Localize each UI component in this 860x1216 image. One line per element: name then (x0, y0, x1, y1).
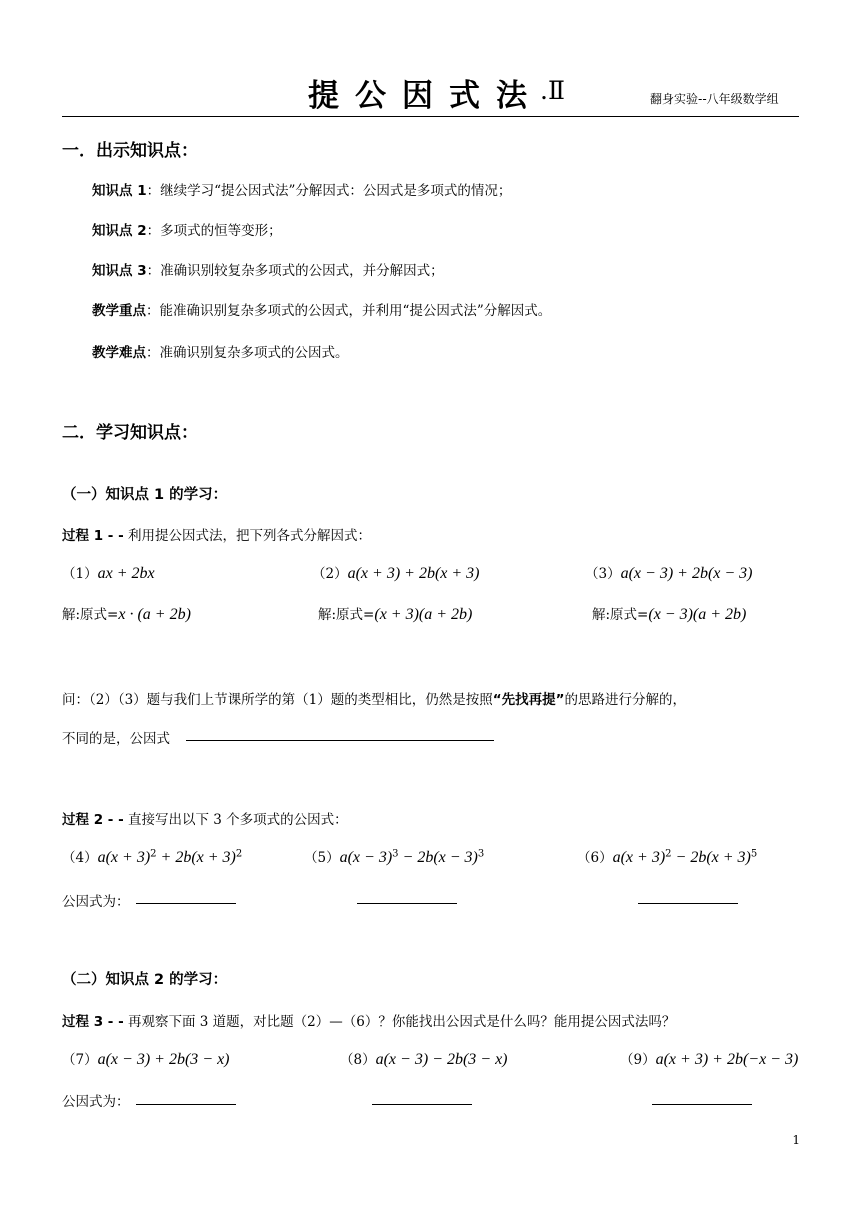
answer-blank[interactable] (357, 903, 457, 904)
kp-label: 教学重点 (92, 303, 146, 319)
exponent: 2 (235, 848, 243, 860)
problem-1 (62, 562, 155, 583)
problem-number: （3） (585, 566, 621, 582)
section2-heading: 二．学习知识点： (62, 423, 198, 443)
solution-prefix: 解:原式= (318, 607, 375, 623)
problem-number: （9） (620, 1052, 656, 1068)
problem-expression: a(x + 3) + 2b(x + 3) (347, 565, 480, 582)
problem-expression: ax + 2bx (97, 565, 155, 582)
process-label: 过程 2 - - (62, 812, 124, 828)
problem-expression: a(x + 3) + 2b(−x − 3) (655, 1051, 799, 1068)
common-factor-label: 公因式为： (62, 1094, 130, 1110)
answer-blank[interactable] (136, 1104, 236, 1105)
answer-blank[interactable] (652, 1104, 752, 1105)
solution-expression: (x + 3)(a + 2b) (374, 606, 473, 623)
process-label: 过程 3 - - (62, 1014, 124, 1030)
knowledge-point-1 (92, 179, 511, 199)
problem-expression-part: a(x + 3) (612, 849, 666, 866)
exponent: 3 (477, 848, 485, 860)
problem-number: （4） (62, 850, 98, 866)
process-1 (62, 524, 371, 544)
problem-2 (312, 562, 480, 583)
process-3 (62, 1010, 675, 1030)
question-line-1 (62, 688, 686, 708)
process-2 (62, 808, 348, 828)
kp-text: ：能准确识别复杂多项式的公因式，并利用“提公因式法”分解因式。 (146, 303, 552, 319)
problem-8 (340, 1048, 508, 1069)
process-text: 直接写出以下 3 个多项式的公因式： (123, 812, 348, 828)
kp-text: ：准确识别较复杂多项式的公因式，并分解因式； (146, 263, 444, 279)
problem-expression: a(x − 3) + 2b(3 − x) (97, 1051, 230, 1068)
kp-text: ：继续学习“提公因式法”分解因式：公因式是多项式的情况； (146, 183, 512, 199)
problem-expression: a(x − 3) + 2b(x − 3) (620, 565, 753, 582)
problem-6 (577, 846, 757, 867)
process-label: 过程 1 - - (62, 528, 124, 544)
solution-2 (318, 603, 472, 624)
solution-1 (62, 603, 191, 624)
page-title: 提公因式法 (308, 78, 543, 114)
problem-number: （6） (577, 850, 613, 866)
problem-9 (620, 1048, 798, 1069)
question-line-2: 不同的是，公因式 (62, 731, 170, 747)
problem-expression-part: a(x − 3) (339, 849, 393, 866)
section1-heading: 一．出示知识点： (62, 141, 198, 161)
answer-blank[interactable] (136, 903, 236, 904)
question-emphasis: “先找再提” (492, 692, 565, 708)
question-text: 的思路进行分解的， (564, 692, 687, 708)
problem-number: （7） (62, 1052, 98, 1068)
answer-blank[interactable] (372, 1104, 472, 1105)
teaching-focus (92, 299, 551, 319)
part1-heading: （一）知识点 1 的学习： (62, 487, 228, 503)
problem-expression-part: − 2b(x + 3) (671, 849, 751, 866)
page-number: 1 (792, 1133, 800, 1147)
problem-7 (62, 1048, 230, 1069)
solution-expression: x · (a + 2b) (118, 606, 191, 623)
part2-heading: （二）知识点 2 的学习： (62, 972, 228, 988)
organization-label: 翻身实验--八年级数学组 (650, 92, 779, 106)
question-text: 问：（2）（3）题与我们上节课所学的第（1）题的类型相比，仍然是按照 (62, 692, 493, 708)
teaching-difficulty (92, 341, 349, 361)
solution-prefix: 解:原式= (62, 607, 119, 623)
problem-expression-part: − 2b(x − 3) (398, 849, 478, 866)
problem-expression-part: + 2b(x + 3) (156, 849, 236, 866)
solution-3 (592, 603, 746, 624)
problem-5 (304, 846, 484, 867)
knowledge-point-3 (92, 259, 444, 279)
answer-blank[interactable] (638, 903, 738, 904)
kp-label: 知识点 2 (92, 223, 147, 239)
exponent: 2 (665, 848, 672, 860)
problem-number: （2） (312, 566, 348, 582)
kp-text: ：多项式的恒等变形； (146, 223, 282, 239)
header-rule (62, 116, 799, 117)
solution-prefix: 解:原式= (592, 607, 649, 623)
answer-blank[interactable] (186, 740, 494, 741)
kp-text: ：准确识别复杂多项式的公因式。 (146, 345, 349, 361)
exponent: 2 (150, 848, 157, 860)
exponent: 3 (392, 848, 399, 860)
solution-expression: (x − 3)(a + 2b) (648, 606, 747, 623)
problem-number: （5） (304, 850, 340, 866)
knowledge-point-2 (92, 219, 282, 239)
process-text: 再观察下面 3 道题，对比题（2）—（6）？你能找出公因式是什么吗？能用提公因式法吗？ (123, 1014, 676, 1030)
problem-4 (62, 846, 242, 867)
common-factor-label: 公因式为： (62, 894, 130, 910)
kp-label: 知识点 1 (92, 183, 147, 199)
kp-label: 知识点 3 (92, 263, 147, 279)
problem-number: （1） (62, 566, 98, 582)
kp-label: 教学难点 (92, 345, 146, 361)
problem-3 (585, 562, 753, 583)
exponent: 5 (750, 848, 758, 860)
problem-expression: a(x − 3) − 2b(3 − x) (375, 1051, 508, 1068)
process-text: 利用提公因式法，把下列各式分解因式： (123, 528, 371, 544)
title-suffix: .Ⅱ (540, 76, 565, 105)
problem-number: （8） (340, 1052, 376, 1068)
problem-expression-part: a(x + 3) (97, 849, 151, 866)
